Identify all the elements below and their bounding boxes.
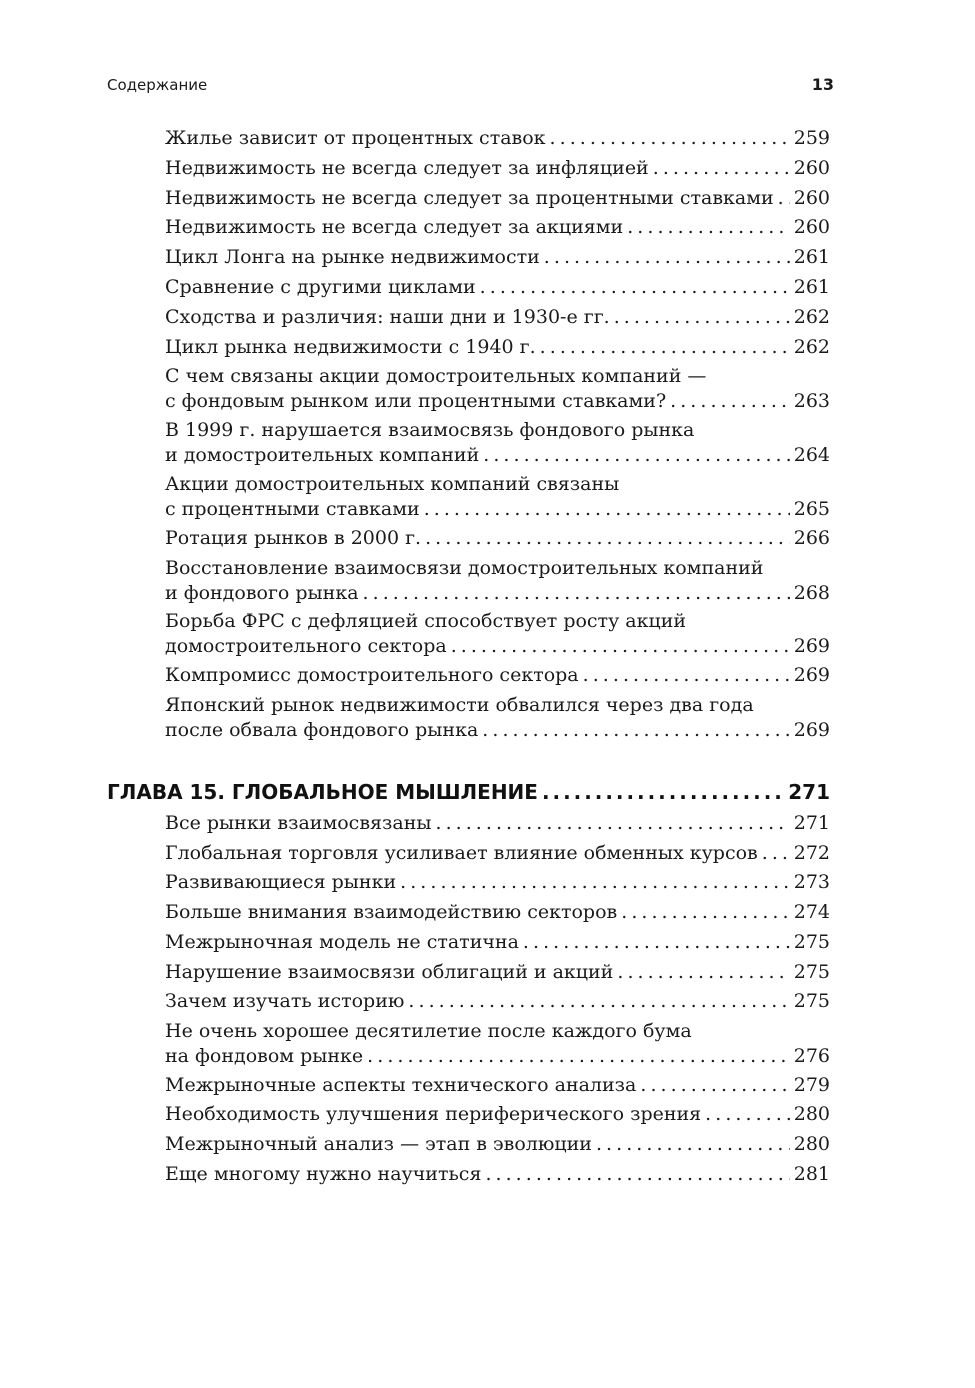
toc-entry-text: Глобальная торговля усиливает влияние обменных курсов xyxy=(165,841,758,864)
dot-leader xyxy=(705,1102,790,1127)
toc-entry-text: Межрыночная модель не статична xyxy=(165,930,519,953)
toc-page-number: 261 xyxy=(793,246,830,269)
toc-page-number: 269 xyxy=(793,635,830,658)
dot-leader xyxy=(483,443,789,468)
toc-entry xyxy=(165,870,830,895)
toc-entry-text: Жилье зависит от процентных ставок xyxy=(165,127,546,149)
toc-entry xyxy=(165,556,830,606)
toc-page-number: 280 xyxy=(793,1103,830,1126)
toc-entry xyxy=(165,335,830,360)
toc-entry xyxy=(165,364,830,414)
dot-leader xyxy=(621,900,790,925)
chapter-title: ГЛАВА 15. ГЛОБАЛЬНОЕ МЫШЛЕНИЕ xyxy=(107,780,538,804)
toc-entry-text: Зачем изучать историю xyxy=(165,990,405,1013)
toc-entry xyxy=(165,156,830,181)
toc-entry-text: Сравнение с другими циклами xyxy=(165,276,476,298)
dot-leader xyxy=(653,156,790,181)
toc-page-number: 275 xyxy=(793,990,830,1013)
toc-entry-text: Цикл рынка недвижимости с 1940 г. xyxy=(165,335,536,358)
toc-entry xyxy=(165,960,830,985)
toc-page-number: 262 xyxy=(793,335,830,358)
toc-entry-text: Японский рынок недвижимости обвалился через два года xyxy=(165,694,754,716)
dot-leader xyxy=(482,718,789,743)
toc-page-number: 279 xyxy=(793,1073,830,1096)
toc-page-number: 269 xyxy=(793,664,830,687)
dot-leader xyxy=(550,126,790,151)
toc-entry-text: В 1999 г. нарушается взаимосвязь фондового рынка xyxy=(165,419,695,442)
toc-entry-text: Недвижимость не всегда следует за акциями xyxy=(165,216,624,239)
toc-entry xyxy=(165,930,830,955)
dot-leader xyxy=(408,989,789,1014)
dot-leader xyxy=(617,960,789,985)
toc-page-number: 273 xyxy=(793,871,830,894)
toc-page-number: 275 xyxy=(793,930,830,953)
toc-page-number: 276 xyxy=(793,1044,830,1067)
dot-leader xyxy=(542,779,784,805)
toc-entry xyxy=(165,526,830,551)
toc-entry xyxy=(165,472,830,522)
toc-entry xyxy=(165,811,830,836)
toc-entry-text: Нарушение взаимосвязи облигаций и акций xyxy=(165,960,614,983)
toc-entry-text: Сходства и различия: наши дни и 1930-е гг. xyxy=(165,305,610,328)
toc-entry-text: Межрыночные аспекты технического анализа xyxy=(165,1073,637,1096)
page-number: 13 xyxy=(811,75,834,94)
dot-leader xyxy=(583,663,790,688)
toc-entry-text: Цикл Лонга на рынке недвижимости xyxy=(165,246,540,269)
dot-leader xyxy=(627,215,790,240)
toc-page-number: 264 xyxy=(793,444,830,467)
toc-entry xyxy=(165,186,830,211)
toc-page-number: 280 xyxy=(793,1133,830,1155)
toc-entry xyxy=(165,1162,830,1187)
toc-entry xyxy=(165,1132,830,1157)
toc-entry-text: на фондовом рынке xyxy=(165,1044,364,1067)
dot-leader xyxy=(778,186,790,211)
toc-entry xyxy=(165,126,830,151)
toc-entry xyxy=(165,841,830,866)
toc-entry-text: Борьба ФРС с дефляцией способствует росту акций xyxy=(165,610,687,633)
dot-leader xyxy=(523,930,790,955)
toc-entry-text: Недвижимость не всегда следует за процентными ставками xyxy=(165,186,774,209)
dot-leader xyxy=(367,1044,790,1069)
toc-entry xyxy=(165,245,830,270)
toc-entry-text: Ротация рынков в 2000 г. xyxy=(165,526,422,549)
toc-page-number: 266 xyxy=(793,526,830,549)
toc-entry-text: после обвала фондового рынка xyxy=(165,719,479,741)
toc-page-number: 261 xyxy=(793,276,830,298)
toc-entry xyxy=(165,663,830,688)
toc-page-number: 269 xyxy=(793,719,830,741)
chapter-page: 271 xyxy=(788,780,830,804)
toc-entry xyxy=(165,693,830,743)
dot-leader xyxy=(400,870,790,895)
toc-page-number: 259 xyxy=(793,127,830,149)
dot-leader xyxy=(540,335,790,360)
toc-entry-text: с фондовым рынком или процентными ставками? xyxy=(165,390,667,413)
dot-leader xyxy=(614,305,790,330)
toc-page-number: 260 xyxy=(793,216,830,239)
dot-leader xyxy=(596,1132,790,1157)
toc-page-number: 260 xyxy=(793,186,830,209)
dot-leader xyxy=(363,581,790,606)
running-head xyxy=(107,75,834,94)
toc-entry xyxy=(165,275,830,300)
dot-leader xyxy=(485,1162,789,1187)
toc-entry-text: и домостроительных компаний xyxy=(165,444,480,467)
toc-entry xyxy=(165,418,830,468)
toc-entry-text: домостроительного сектора xyxy=(165,635,447,658)
toc-page-number: 274 xyxy=(793,901,830,924)
toc-entry xyxy=(165,1102,830,1127)
dot-leader xyxy=(544,245,790,270)
chapter-heading xyxy=(107,779,830,805)
dot-leader xyxy=(435,811,789,836)
toc-page-number: 268 xyxy=(793,581,830,604)
dot-leader xyxy=(670,389,790,414)
toc-page-number: 271 xyxy=(793,812,830,834)
toc-page-number: 281 xyxy=(793,1162,830,1185)
toc-entry-text: Восстановление взаимосвязи домостроительных компаний xyxy=(165,556,764,579)
toc-entry-text: Все рынки взаимосвязаны xyxy=(165,812,432,834)
toc-entry-text: Не очень хорошее десятилетие после каждого бума xyxy=(165,1019,692,1042)
toc-entry xyxy=(165,305,830,330)
toc-entry-text: Еще многому нужно научиться xyxy=(165,1162,482,1185)
toc-page-number: 275 xyxy=(793,960,830,983)
toc-entry xyxy=(165,215,830,240)
toc-entry-text: Акции домостроительных компаний связаны xyxy=(165,473,620,495)
toc-entry-text: Недвижимость не всегда следует за инфляцией xyxy=(165,156,649,179)
toc-page-number: 262 xyxy=(793,305,830,328)
toc-entry-text: с процентными ставками xyxy=(165,498,420,520)
dot-leader xyxy=(640,1073,789,1098)
toc-page-number: 265 xyxy=(793,498,830,520)
toc-entry xyxy=(165,989,830,1014)
toc-entry-text: Необходимость улучшения периферического зрения xyxy=(165,1103,702,1126)
toc-entry xyxy=(165,900,830,925)
toc-entry xyxy=(165,609,830,659)
toc-page-number: 260 xyxy=(793,156,830,179)
toc-entry-text: Развивающиеся рынки xyxy=(165,871,397,894)
dot-leader xyxy=(480,275,790,300)
dot-leader xyxy=(424,497,790,522)
toc-page-number: 272 xyxy=(793,841,830,864)
toc-entry-text: и фондового рынка xyxy=(165,581,359,604)
running-title: Содержание xyxy=(107,76,208,94)
toc-entry xyxy=(165,1073,830,1098)
toc-entry-text: С чем связаны акции домостроительных компаний — xyxy=(165,365,707,388)
toc-entry-text: Компромисс домостроительного сектора xyxy=(165,664,579,687)
dot-leader xyxy=(762,841,790,866)
toc-entry-text: Межрыночный анализ — этап в эволюции xyxy=(165,1133,592,1155)
dot-leader xyxy=(451,634,790,659)
dot-leader xyxy=(425,526,790,551)
toc-entry xyxy=(165,1019,830,1069)
toc-page-number: 263 xyxy=(793,390,830,413)
toc-entry-text: Больше внимания взаимодействию секторов xyxy=(165,901,618,924)
